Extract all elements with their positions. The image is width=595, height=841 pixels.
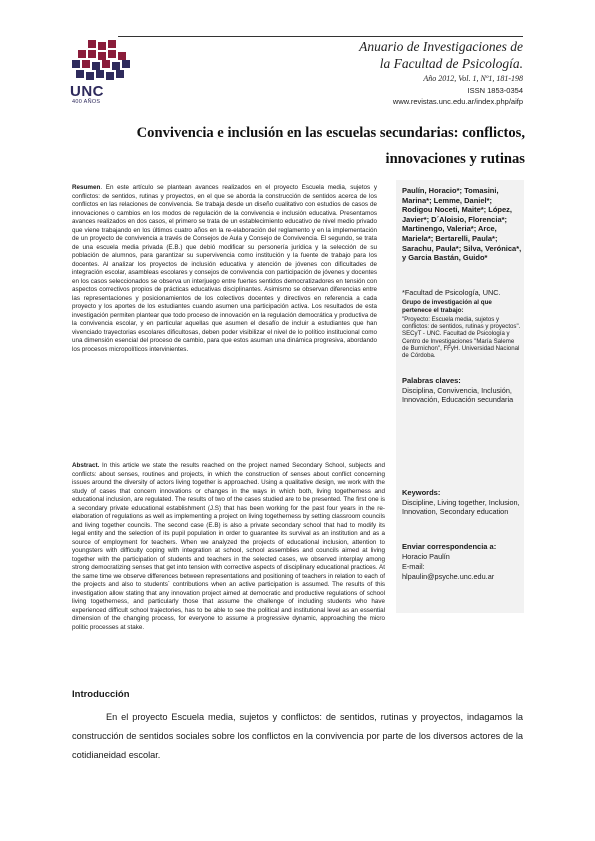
logo-square <box>118 52 126 60</box>
keywords-en-label: Keywords <box>402 488 438 497</box>
logo-square <box>108 50 116 58</box>
resumen-block <box>72 184 377 354</box>
email-link[interactable]: hlpaulin@psyche.unc.edu.ar <box>402 572 495 581</box>
logo-square <box>96 70 104 78</box>
intro-paragraph: En el proyecto Escuela media, sujetos y conflictos: de sentidos, rutinas y proyectos, indagamos la construcción de sentidos sociales sobre los conflictos en la convivencia por parte de los diversos actores de la cotidianeidad escolar. <box>72 712 523 760</box>
logo-text: UNC <box>70 83 104 100</box>
keywords-en: Discipline, Living together, Inclusion, Innovation, Secondary education <box>402 498 520 517</box>
journal-url[interactable]: www.revistas.unc.edu.ar/index.php/aifp <box>392 97 523 106</box>
logo-square <box>122 60 130 68</box>
article-title: Convivencia e inclusión en las escuelas secundarias: conflictos, innovaciones y rutinas <box>136 125 525 167</box>
logo-years: 400 AÑOS <box>72 99 101 105</box>
abstract-text: In this article we state the results reached on the project named Secondary School, subjects and conflicts: about senses, routines and projects, in which the construction of senses about conflict concerning issues around the diversity of actors living together is approached. Using a qualitative design, we work with the study of cases that concern innovations or changes in the ways in which both, living togetherness and educational inclusion, are regulated. The results of two of the cases studied are to be presented. The first one is a secondary private educational establishment (J.S) that has been working for the past four years in the re-elaboration of regulations as well as implementing a project on living togetherness by setting classroom councils and living together councils. The second case (E.B) is also a private secondary school that had to modify its legal entity and the selection of its pupil population in order to guarantee its survival as an institution and as a source of employment for teachers. When we analyzed the projects of educational inclusion, attention to youngsters with difficulty coping with integration at school, school assemblies and councils aimed at living together with the participation of students and teachers in the selected cases, we observed interplay among strong democratizing senses that get into tension with corrective aspects of disciplinary educational practices. At the same time we observe differences between representations and positioning of teachers in relation to each of the projects and also to students´ contributions when an active participation is assumed. The results of this investigation allow stating that any innovation project aimed at democratic and productive regulations of school living togetherness, and particularly those that assume the challenge of including students who have experienced difficult school trajectories, has to be able to see the political and institutional level as an essential dimension of the changing process, for everyone to assume a progressive dynamic, approaching the micro politic processes at stake. <box>72 462 385 631</box>
logo-square <box>116 70 124 78</box>
research-group-title: Grupo de investigación al que pertenece el trabajo: <box>402 299 492 314</box>
logo-square <box>108 40 116 48</box>
journal-header <box>359 38 523 83</box>
resumen-label: Resumen <box>72 184 101 191</box>
project-description: "Proyecto: Escuela media, sujetos y conflictos: de sentidos, rutinas y proyectos". SECyT - UNC. Facultad de Psicología y Centro de Investigaciones "María Saleme de Burnichon", FFyH. Universidad Nacional de Córdoba. <box>402 316 521 360</box>
journal-issn: ISSN 1853-0354 <box>467 86 523 95</box>
resumen-text: . En este artículo se plantean avances realizados en el proyecto Escuela media, sujetos y conflictos: de sentidos, rutinas y proyectos, en el que se aborda la construcción de sentidos acerca de los conflictos en las relaciones de convivencia. Se trabaja desde un diseño cualitativo con estudios de casos de innovaciones o cambios en los modos de regulación de la convivencia e inclusión educativa. Presentamos avances realizados en dos casos, el primero se trata de un establecimiento educativo de nivel medio privado que viene trabajando en los últimos cuatro años en la re-elaboración del reglamento y en la implementación de un proyecto de convivencia a través de Consejos de Aula y Consejo de Convivencia. El segundo, se trata de una escuela media privada (E.B.) que debió modificar su personería jurídica y la selección de su población de alumnos, para garantizar su supervivencia como institución y la fuente de trabajo para los docentes. Al analizar los proyectos de inclusión educativa y atención de jóvenes con dificultades de integración escolar, asambleas escolares y consejos de convivencia con participación de jóvenes y docentes en los casos seleccionados se observa un interjuego entre fuertes sentidos democratizadores en tensión con aspectos correctivos propios de prácticas educativas disciplinantes. Asimismo se observan diferencias entre las representaciones y posicionamientos de los colectivos docentes y directivos en referencia a cada proyecto y los aportes de los estudiantes cuando asumen una participación activa. Los resultados de esta investigación permiten plantear que todo proceso de innovación en la regulación democrática y productiva de la convivencia escolar, y en particular aquellas que asumen el desafío de incluir a estudiantes que han vivenciado trayectorias escolares dificultosas, deben poder visibilizar el nivel de lo político institucional como una dimensión esencial del proceso de cambio, para que estos asuman una dinámica progresiva, abordando los procesos micropolíticos intervinientes. <box>72 184 377 353</box>
logo-square <box>76 70 84 78</box>
logo-square <box>106 72 114 80</box>
keywords-en-title: Keywords: <box>402 488 441 497</box>
email-label: E-mail: <box>402 562 425 571</box>
journal-name-line1: Anuario de Investigaciones de <box>359 39 523 54</box>
abstract-label: Abstract. <box>72 462 100 469</box>
logo-square <box>102 60 110 68</box>
logo-square <box>98 52 106 60</box>
author-list: Paulín, Horacio*; Tomasini, Marina*; Lemme, Daniel*; Rodigou Noceti, Maite*; López, Javier*; D´Aloisio, Florencia*; Martinengo, Valeria*; Arce, Mariela*; Bertarelli, Paula*; Sarachu, Paula*; Silva, Verónica*, y Garcia Bastán, Guido* <box>402 186 522 263</box>
logo-square <box>112 62 120 70</box>
logo-square <box>72 60 80 68</box>
logo-square <box>82 60 90 68</box>
intro-heading: Introducción <box>72 689 130 700</box>
keywords-es-title: Palabras claves: <box>402 376 461 385</box>
logo-square <box>88 40 96 48</box>
logo-square <box>78 50 86 58</box>
journal-volume: Año 2012, Vol. 1, Nº1, 181-198 <box>423 74 523 83</box>
correspondence-title: Enviar correspondencia a: <box>402 542 497 551</box>
author-sidebar <box>396 180 524 613</box>
journal-name-line2: la Facultad de Psicología. <box>379 56 523 71</box>
keywords-es: Disciplina, Convivencia, Inclusión, Innovación, Educación secundaria <box>402 386 514 405</box>
logo-square <box>98 42 106 50</box>
logo-square <box>88 50 96 58</box>
logo-square <box>92 62 100 70</box>
header-rule <box>118 36 523 37</box>
abstract-block <box>72 462 385 632</box>
correspondence-name: Horacio Paulín <box>402 552 450 561</box>
affiliation: *Facultad de Psicología, UNC. <box>402 288 501 297</box>
logo-square <box>86 72 94 80</box>
